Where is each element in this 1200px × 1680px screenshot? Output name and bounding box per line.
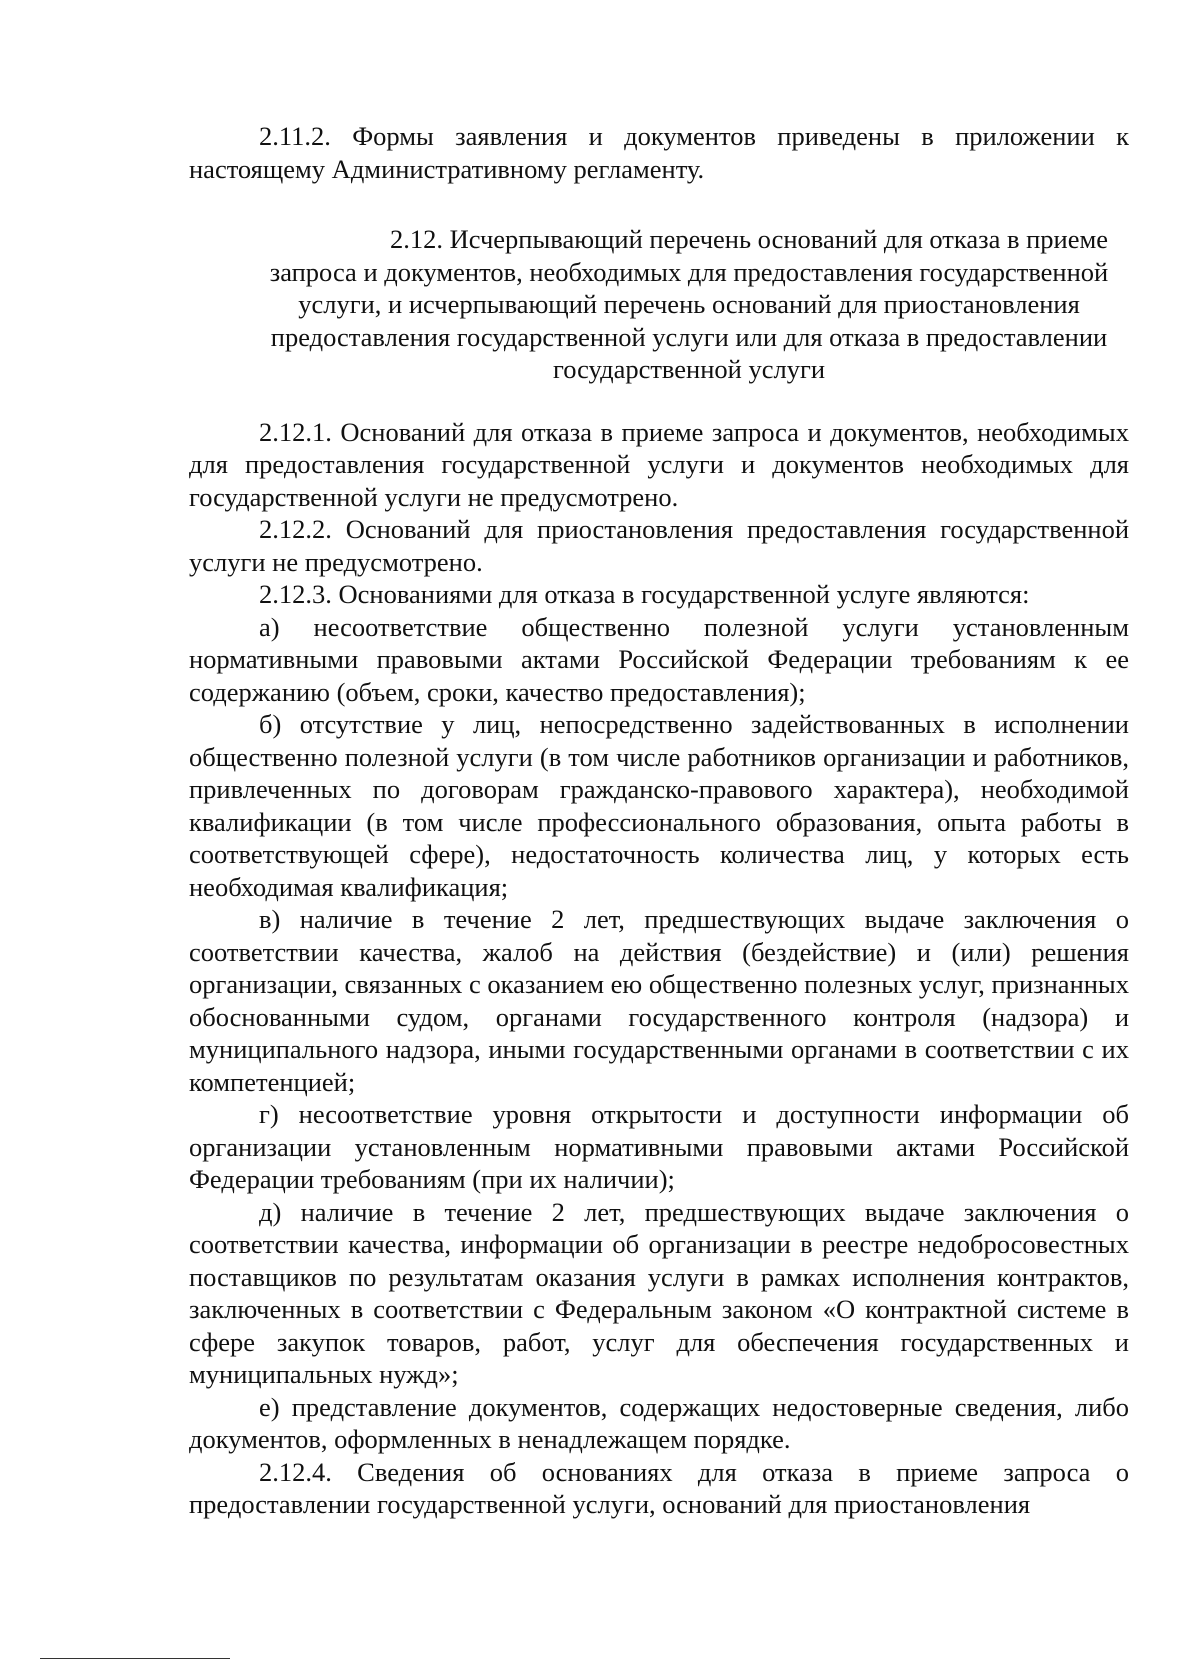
footnote-separator-line [40, 1658, 230, 1659]
list-item-b: б) отсутствие у лиц, непосредственно задействованных в исполнении общественно полезной услуги (в том числе работников организации и работников, привлеченных по договорам гражданско-правового характера), необходимой квалификации (в том числе профессионального образования, опыта работы в соответствующей сфере), недостаточность количества лиц, у которых есть необходимая квалификация; [189, 709, 1129, 902]
document-page [189, 120, 1129, 1521]
paragraph-2-12-1: 2.12.1. Оснований для отказа в приеме запроса и документов, необходимых для предоставления государственной услуги и документов необходимых для государственной услуги не предусмотрено. [189, 416, 1129, 512]
list-item-g: г) несоответствие уровня открытости и доступности информации об организации установленным нормативными правовыми актами Российской Федерации требованиям (при их наличии); [189, 1099, 1129, 1194]
paragraph-2-11-2: 2.11.2. Формы заявления и документов приведены в приложении к настоящему Административному регламенту. [189, 121, 1129, 184]
section-heading-2-12 [189, 223, 1129, 386]
paragraph-2-12-2: 2.12.2. Оснований для приостановления предоставления государственной услуги не предусмотрено. [189, 514, 1129, 577]
section-heading-line-1: 2.12. Исчерпывающий перечень оснований для отказа в приеме [389, 224, 1109, 254]
list-item-v: в) наличие в течение 2 лет, предшествующих выдаче заключения о соответствии качества, жалоб на действия (бездействие) и (или) решения организации, связанных с оказанием ею общественно полезных услуг, признанных обоснованными судом, органами государственного контроля (надзора) и муниципального надзора, иными государственными органами в соответствии с их компетенцией; [189, 904, 1129, 1097]
list-item-e: е) представление документов, содержащих недостоверные сведения, либо документов, оформленных в ненадлежащем порядке. [189, 1391, 1129, 1454]
paragraph-2-12-3: 2.12.3. Основаниями для отказа в государственной услуге являются: [259, 579, 1030, 609]
section-heading-rest: запроса и документов, необходимых для предоставления государственной услуги, и исчерпывающий перечень оснований для приостановления предоставления государственной услуги или для отказа в предоставлении государственной услуги [269, 256, 1109, 384]
list-item-a: а) несоответствие общественно полезной услуги установленным нормативными правовыми актами Российской Федерации требованиям к ее содержанию (объем, сроки, качество предоставления); [189, 611, 1129, 707]
paragraph-2-12-4: 2.12.4. Сведения об основаниях для отказа в приеме запроса о предоставлении государственной услуги, оснований для приостановления [189, 1456, 1129, 1519]
list-item-d: д) наличие в течение 2 лет, предшествующих выдаче заключения о соответствии качества, информации об организации в реестре недобросовестных поставщиков по результатам оказания услуги в рамках исполнения контрактов, заключенных в соответствии с Федеральным законом «О контрактной системе в сфере закупок товаров, работ, услуг для обеспечения государственных и муниципальных нужд»; [189, 1196, 1129, 1389]
